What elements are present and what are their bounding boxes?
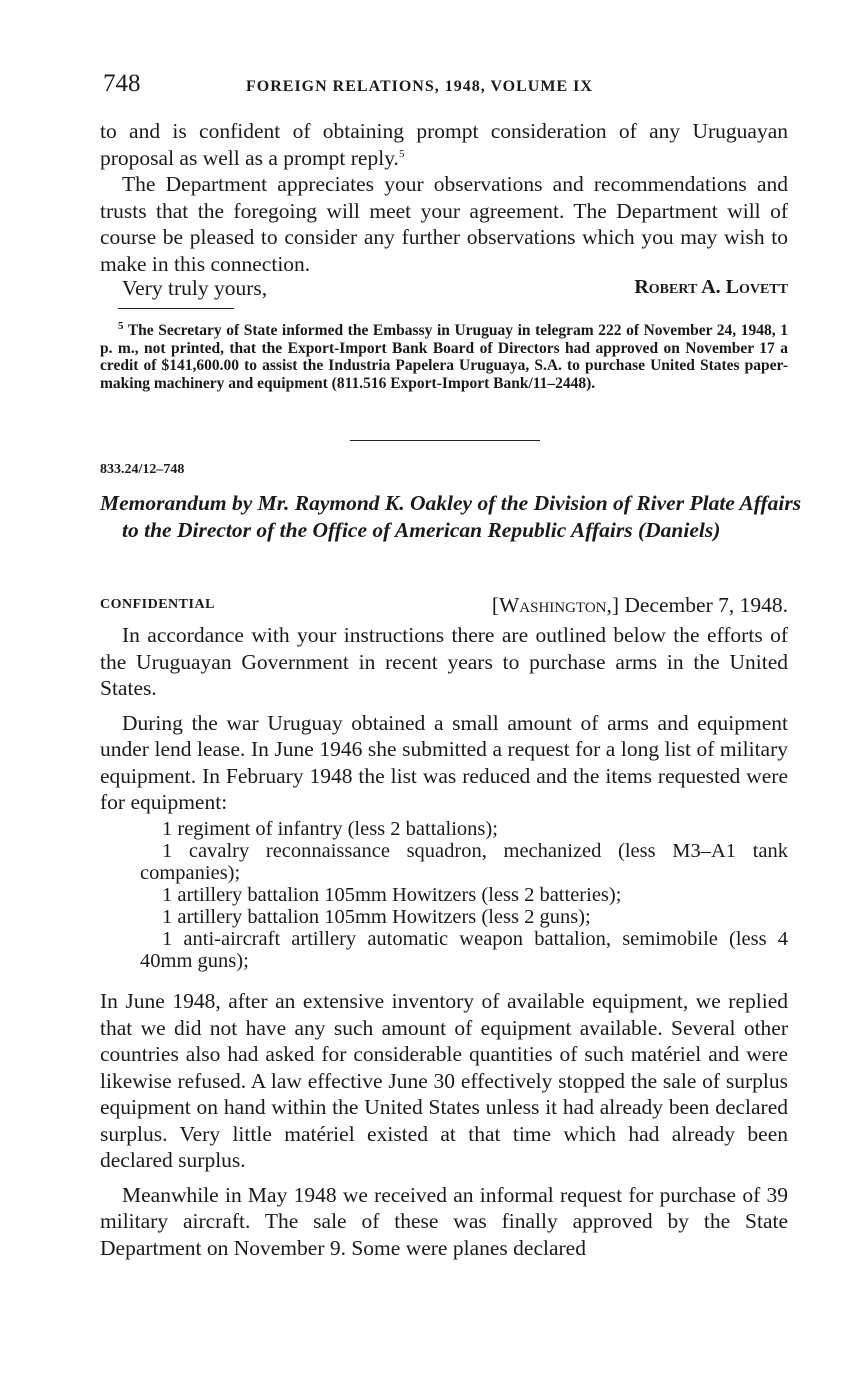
classification-label: CONFIDENTIAL: [100, 597, 215, 612]
footnote: [100, 319, 788, 392]
letter-closing: [122, 276, 788, 301]
equipment-list: [140, 818, 788, 972]
list-item: 1 cavalry reconnaissance squadron, mechanized (less M3–A1 tank companies);: [140, 840, 788, 884]
place: [Washington,]: [491, 593, 620, 617]
memo-paragraph: In accordance with your instructions there are outlined below the efforts of the Uruguayan Government in recent years to purchase arms in the United States.: [100, 623, 788, 700]
memo-paragraph: Meanwhile in May 1948 we received an informal request for purchase of 39 military aircraft. The sale of these was finally approved by the State Department on November 9. Some were planes declared: [100, 1182, 788, 1260]
file-number: 833.24/12–748: [100, 462, 185, 477]
memo-paragraph: During the war Uruguay obtained a small amount of arms and equipment under lend lease. In June 1946 she submitted a request for a long list of military equipment. In February 1948 the list was reduced and the items requested were for equipment:: [100, 710, 788, 814]
running-head: FOREIGN RELATIONS, 1948, VOLUME IX: [246, 78, 593, 95]
page-number: 748: [103, 70, 141, 97]
letter-body: [100, 118, 788, 277]
letter-paragraph: to and is confident of obtaining prompt consideration of any Uruguayan proposal as well as a prompt reply.$^5$: [100, 119, 788, 170]
date: December 7, 1948.: [624, 593, 788, 617]
memo-paragraph: In June 1948, after an extensive inventory of available equipment, we replied that we did not have any such amount of equipment available. Several other countries also had asked for considerable quantities of such matériel and were likewise refused. A law effective June 30 effectively stopped the sale of surplus equipment on hand within the United States unless it had already been declared surplus. Very little matériel existed at that time which had already been declared surplus.: [100, 989, 788, 1172]
footnote-reference: 5: [398, 147, 405, 160]
footnote-text: The Secretary of State informed the Embassy in Uruguay in telegram 222 of November 24, 1948, 1 p. m., not printed, that the Export-Import Bank Board of Directors had approved on November 17 a credit of $141,600.00 to assist the Industria Papelera Uruguaya, S.A. to purchase United States paper-making machinery and equipment (811.516 Export-Import Bank/11–2448).: [100, 322, 788, 392]
memo-intro: [100, 622, 788, 816]
list-item: 1 regiment of infantry (less 2 battalions);: [162, 818, 498, 840]
complimentary-close: Very truly yours,: [122, 276, 268, 300]
list-item: 1 artillery battalion 105mm Howitzers (less 2 batteries);: [162, 884, 622, 906]
signature: Robert A. Lovett: [634, 276, 788, 298]
footnote-divider: [118, 308, 234, 309]
section-divider: [350, 440, 540, 441]
footnote-mark: 5: [118, 319, 124, 332]
memo-body: [100, 988, 788, 1261]
list-item: 1 artillery battalion 105mm Howitzers (less 2 guns);: [162, 906, 591, 928]
memo-title: Memorandum by Mr. Raymond K. Oakley of the Division of River Plate Affairs to the Director of the Office of American Republic Affairs (Daniels): [100, 491, 802, 542]
page-header: [100, 70, 790, 106]
place-date: [492, 593, 788, 618]
list-item: 1 anti-aircraft artillery automatic weapon battalion, semimobile (less 4 40mm guns);: [140, 928, 788, 972]
letter-paragraph: The Department appreciates your observations and recommendations and trusts that the foregoing will meet your agreement. The Department will of course be pleased to consider any further observations which you may wish to make in this connection.: [100, 172, 788, 276]
